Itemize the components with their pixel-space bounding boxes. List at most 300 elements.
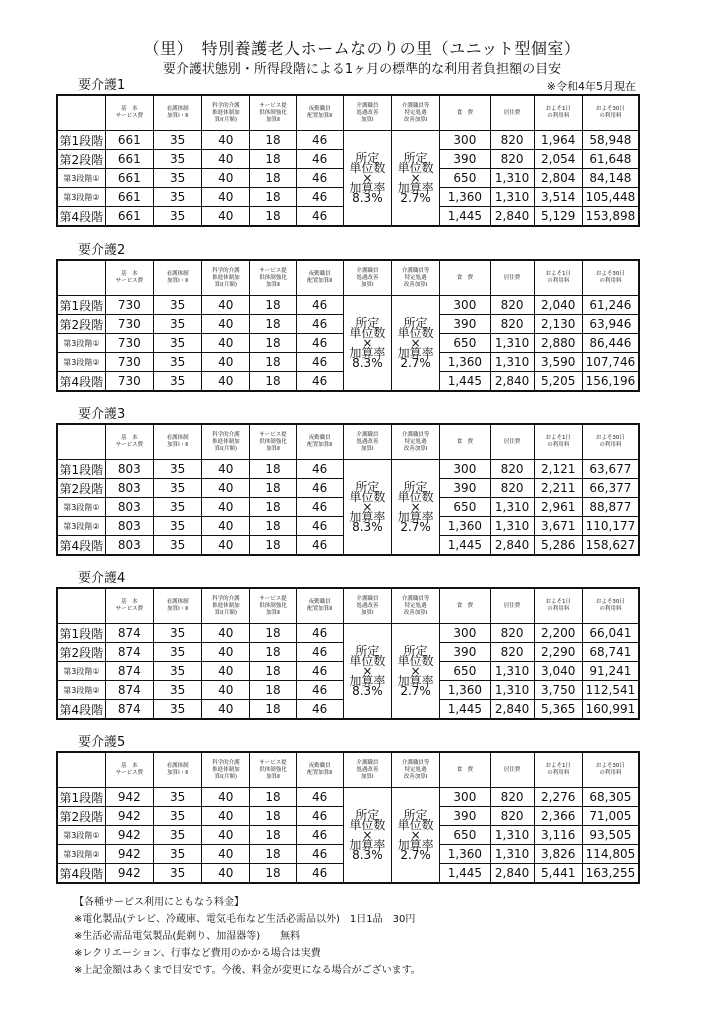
cell-food: 1,360 [440, 517, 490, 536]
column-header: 食 費 [440, 260, 490, 296]
cell-service: 18 [250, 662, 296, 681]
cell-service: 18 [250, 296, 296, 315]
table-header-row [57, 424, 639, 460]
cell-service: 18 [250, 517, 296, 536]
cell-food: 300 [440, 296, 490, 315]
income-stage-label: 第2段階 [57, 150, 105, 169]
cell-night: 46 [296, 681, 343, 700]
cell-base: 730 [105, 315, 153, 334]
cell-base: 730 [105, 353, 153, 372]
column-header: 基 本 サービス費 [105, 424, 153, 460]
cell-night: 46 [296, 536, 343, 556]
cell-service: 18 [250, 498, 296, 517]
cell-base: 661 [105, 150, 153, 169]
cell-nurse: 35 [153, 624, 201, 643]
cell-science: 40 [202, 681, 250, 700]
cell-stay: 820 [490, 460, 534, 479]
cell-stay: 1,310 [490, 353, 534, 372]
cell-base: 730 [105, 334, 153, 353]
column-header: 食 費 [440, 95, 490, 131]
income-stage-label: 第3段階① [57, 169, 105, 188]
cell-day: 2,040 [534, 296, 582, 315]
column-header [57, 260, 105, 296]
as-of-date: ※令和4年5月現在 [546, 80, 636, 93]
cell-night: 46 [296, 296, 343, 315]
cell-science: 40 [202, 662, 250, 681]
cell-day: 3,671 [534, 517, 582, 536]
cell-service: 18 [250, 188, 296, 207]
cell-nurse: 35 [153, 536, 201, 556]
cell-month: 71,005 [582, 807, 639, 826]
cell-night: 46 [296, 662, 343, 681]
column-header: 食 費 [440, 588, 490, 624]
income-stage-label: 第1段階 [57, 460, 105, 479]
cell-base: 803 [105, 460, 153, 479]
table-header-row [57, 588, 639, 624]
cell-month: 88,877 [582, 498, 639, 517]
cell-service: 18 [250, 169, 296, 188]
cell-science: 40 [202, 788, 250, 807]
cell-base: 874 [105, 643, 153, 662]
cell-base: 661 [105, 188, 153, 207]
cell-base: 874 [105, 662, 153, 681]
cell-month: 86,446 [582, 334, 639, 353]
cell-stay: 1,310 [490, 334, 534, 353]
cell-service: 18 [250, 460, 296, 479]
cell-month: 156,196 [582, 372, 639, 392]
cell-service: 18 [250, 353, 296, 372]
income-stage-label: 第3段階② [57, 517, 105, 536]
cell-science: 40 [202, 807, 250, 826]
cell-service: 18 [250, 807, 296, 826]
table-row [57, 296, 639, 315]
cell-science: 40 [202, 624, 250, 643]
cell-science: 40 [202, 845, 250, 864]
cell-food: 650 [440, 826, 490, 845]
cell-stay: 2,840 [490, 864, 534, 884]
cell-nurse: 35 [153, 498, 201, 517]
column-header: 居住費 [490, 260, 534, 296]
table-row [57, 131, 639, 150]
cell-service: 18 [250, 681, 296, 700]
cell-stay: 2,840 [490, 207, 534, 227]
merged-rate-cell-shogu: 所定 単位数 × 加算率 8.3% [343, 131, 391, 227]
cell-food: 300 [440, 788, 490, 807]
income-stage-label: 第1段階 [57, 788, 105, 807]
cell-day: 2,290 [534, 643, 582, 662]
cell-night: 46 [296, 479, 343, 498]
income-stage-label: 第1段階 [57, 296, 105, 315]
column-header [57, 752, 105, 788]
cell-food: 300 [440, 131, 490, 150]
cell-service: 18 [250, 315, 296, 334]
cell-base: 803 [105, 498, 153, 517]
cell-science: 40 [202, 334, 250, 353]
cell-day: 2,054 [534, 150, 582, 169]
cell-service: 18 [250, 131, 296, 150]
column-header: 介護職員等 特定処遇 改善加算Ⅰ [391, 752, 439, 788]
column-header: サービス提 供体制強化 加算Ⅱ [250, 588, 296, 624]
cell-science: 40 [202, 372, 250, 392]
cell-nurse: 35 [153, 662, 201, 681]
cell-science: 40 [202, 188, 250, 207]
care-level-section [56, 243, 640, 392]
income-stage-label: 第2段階 [57, 807, 105, 826]
income-stage-label: 第2段階 [57, 315, 105, 334]
cell-day: 1,964 [534, 131, 582, 150]
cell-night: 46 [296, 845, 343, 864]
column-header: 基 本 サービス費 [105, 260, 153, 296]
cell-food: 300 [440, 624, 490, 643]
cell-nurse: 35 [153, 207, 201, 227]
cell-stay: 1,310 [490, 188, 534, 207]
cell-food: 1,360 [440, 681, 490, 700]
column-header: およそ1日 の利用料 [534, 424, 582, 460]
cell-night: 46 [296, 460, 343, 479]
care-level-section [56, 407, 640, 556]
cell-month: 68,305 [582, 788, 639, 807]
section-label: 要介護1 [78, 78, 126, 93]
cell-night: 46 [296, 517, 343, 536]
cell-day: 5,286 [534, 536, 582, 556]
cell-food: 650 [440, 169, 490, 188]
cell-month: 93,505 [582, 826, 639, 845]
column-header: 居住費 [490, 424, 534, 460]
cell-night: 46 [296, 643, 343, 662]
cell-day: 2,366 [534, 807, 582, 826]
cell-night: 46 [296, 334, 343, 353]
note-line: ※電化製品(テレビ、冷蔵庫、電気毛布など生活必需品以外) 1日1品 30円 [74, 914, 416, 925]
cell-month: 160,991 [582, 700, 639, 720]
column-header: およそ1日 の利用料 [534, 752, 582, 788]
cell-month: 61,648 [582, 150, 639, 169]
income-stage-label: 第3段階① [57, 498, 105, 517]
cell-month: 163,255 [582, 864, 639, 884]
income-stage-label: 第1段階 [57, 131, 105, 150]
care-level-section [56, 735, 640, 884]
cell-base: 874 [105, 624, 153, 643]
column-header: 夜勤職員 配置加算Ⅱ [296, 588, 343, 624]
cell-stay: 820 [490, 150, 534, 169]
column-header: 夜勤職員 配置加算Ⅱ [296, 260, 343, 296]
cell-night: 46 [296, 807, 343, 826]
column-header: およそ30日 の利用料 [582, 588, 639, 624]
cell-stay: 1,310 [490, 681, 534, 700]
cell-night: 46 [296, 188, 343, 207]
cell-science: 40 [202, 517, 250, 536]
cell-food: 650 [440, 662, 490, 681]
merged-rate-cell-shogu: 所定 単位数 × 加算率 8.3% [343, 460, 391, 556]
cell-day: 2,121 [534, 460, 582, 479]
cell-base: 942 [105, 788, 153, 807]
column-header: サービス提 供体制強化 加算Ⅱ [250, 260, 296, 296]
cell-service: 18 [250, 788, 296, 807]
cell-night: 46 [296, 315, 343, 334]
cell-nurse: 35 [153, 315, 201, 334]
cell-night: 46 [296, 624, 343, 643]
column-header: およそ30日 の利用料 [582, 752, 639, 788]
cell-month: 158,627 [582, 536, 639, 556]
cell-night: 46 [296, 169, 343, 188]
column-header: 介護職員 処遇改善 加算Ⅰ [343, 95, 391, 131]
cell-stay: 2,840 [490, 700, 534, 720]
column-header: およそ30日 の利用料 [582, 424, 639, 460]
cell-food: 390 [440, 479, 490, 498]
cell-food: 650 [440, 334, 490, 353]
fee-table [56, 94, 640, 227]
cell-stay: 820 [490, 624, 534, 643]
income-stage-label: 第2段階 [57, 479, 105, 498]
cell-food: 390 [440, 315, 490, 334]
income-stage-label: 第4段階 [57, 700, 105, 720]
cell-month: 112,541 [582, 681, 639, 700]
column-header: サービス提 供体制強化 加算Ⅱ [250, 752, 296, 788]
cell-service: 18 [250, 826, 296, 845]
cell-month: 68,741 [582, 643, 639, 662]
cell-food: 390 [440, 643, 490, 662]
income-stage-label: 第3段階② [57, 188, 105, 207]
note-line: 【各種サービス利用にともなう料金】 [74, 897, 244, 908]
cell-food: 1,445 [440, 372, 490, 392]
column-header: 基 本 サービス費 [105, 752, 153, 788]
column-header: およそ30日 の利用料 [582, 260, 639, 296]
cell-service: 18 [250, 643, 296, 662]
cell-base: 803 [105, 517, 153, 536]
cell-nurse: 35 [153, 643, 201, 662]
column-header: 科学的介護 推進体制加 算Ⅰ(月額) [202, 95, 250, 131]
merged-rate-cell-tokutei: 所定 単位数 × 加算率 2.7% [391, 788, 439, 884]
cell-science: 40 [202, 498, 250, 517]
cell-day: 2,130 [534, 315, 582, 334]
cell-service: 18 [250, 207, 296, 227]
cell-base: 803 [105, 536, 153, 556]
column-header: 介護職員等 特定処遇 改善加算Ⅰ [391, 260, 439, 296]
cell-base: 874 [105, 700, 153, 720]
column-header: 居住費 [490, 752, 534, 788]
cell-science: 40 [202, 353, 250, 372]
cell-stay: 820 [490, 479, 534, 498]
income-stage-label: 第1段階 [57, 624, 105, 643]
cell-month: 66,377 [582, 479, 639, 498]
cell-month: 114,805 [582, 845, 639, 864]
column-header: 看護体制 加算Ⅰ・Ⅱ [153, 95, 201, 131]
cell-nurse: 35 [153, 788, 201, 807]
column-header: サービス提 供体制強化 加算Ⅱ [250, 424, 296, 460]
note-line: ※上記金額はあくまで目安です。今後、料金が変更になる場合がございます。 [74, 965, 421, 976]
merged-rate-cell-shogu: 所定 単位数 × 加算率 8.3% [343, 624, 391, 720]
cell-science: 40 [202, 460, 250, 479]
cell-night: 46 [296, 150, 343, 169]
cell-nurse: 35 [153, 864, 201, 884]
column-header: 居住費 [490, 95, 534, 131]
column-header: 基 本 サービス費 [105, 588, 153, 624]
cell-month: 153,898 [582, 207, 639, 227]
cell-base: 661 [105, 169, 153, 188]
cell-night: 46 [296, 498, 343, 517]
table-row [57, 460, 639, 479]
cell-month: 61,246 [582, 296, 639, 315]
cell-month: 107,746 [582, 353, 639, 372]
cell-service: 18 [250, 150, 296, 169]
cell-nurse: 35 [153, 681, 201, 700]
cell-day: 3,826 [534, 845, 582, 864]
cell-science: 40 [202, 296, 250, 315]
cell-stay: 1,310 [490, 517, 534, 536]
column-header: 夜勤職員 配置加算Ⅱ [296, 95, 343, 131]
cell-day: 3,040 [534, 662, 582, 681]
cell-food: 300 [440, 460, 490, 479]
table-header-row [57, 260, 639, 296]
cell-food: 650 [440, 498, 490, 517]
column-header: およそ1日 の利用料 [534, 588, 582, 624]
merged-rate-cell-shogu: 所定 単位数 × 加算率 8.3% [343, 296, 391, 392]
income-stage-label: 第4段階 [57, 207, 105, 227]
cell-service: 18 [250, 864, 296, 884]
column-header: およそ1日 の利用料 [534, 95, 582, 131]
cell-night: 46 [296, 131, 343, 150]
cell-nurse: 35 [153, 131, 201, 150]
cell-stay: 820 [490, 788, 534, 807]
table-header-row [57, 752, 639, 788]
cell-night: 46 [296, 353, 343, 372]
cell-service: 18 [250, 372, 296, 392]
cell-stay: 820 [490, 643, 534, 662]
cell-month: 58,948 [582, 131, 639, 150]
cell-base: 942 [105, 864, 153, 884]
cell-day: 2,880 [534, 334, 582, 353]
cell-food: 1,445 [440, 864, 490, 884]
cell-month: 63,677 [582, 460, 639, 479]
cell-nurse: 35 [153, 334, 201, 353]
cell-nurse: 35 [153, 845, 201, 864]
section-label: 要介護2 [78, 243, 126, 258]
column-header: 看護体制 加算Ⅰ・Ⅱ [153, 752, 201, 788]
cell-day: 5,205 [534, 372, 582, 392]
cell-stay: 1,310 [490, 498, 534, 517]
merged-rate-cell-shogu: 所定 単位数 × 加算率 8.3% [343, 788, 391, 884]
column-header: 夜勤職員 配置加算Ⅱ [296, 424, 343, 460]
cell-service: 18 [250, 334, 296, 353]
income-stage-label: 第3段階① [57, 334, 105, 353]
income-stage-label: 第4段階 [57, 536, 105, 556]
cell-food: 1,445 [440, 536, 490, 556]
notes-block [74, 894, 421, 979]
cell-service: 18 [250, 845, 296, 864]
note-line: ※生活必需品電気製品(髭剃り、加湿器等) 無料 [74, 931, 301, 942]
column-header: 看護体制 加算Ⅰ・Ⅱ [153, 260, 201, 296]
cell-day: 3,590 [534, 353, 582, 372]
column-header: 看護体制 加算Ⅰ・Ⅱ [153, 588, 201, 624]
column-header [57, 588, 105, 624]
cell-day: 2,961 [534, 498, 582, 517]
cell-food: 1,360 [440, 188, 490, 207]
cell-nurse: 35 [153, 150, 201, 169]
cell-base: 730 [105, 372, 153, 392]
cell-nurse: 35 [153, 807, 201, 826]
income-stage-label: 第2段階 [57, 643, 105, 662]
cell-night: 46 [296, 788, 343, 807]
cell-nurse: 35 [153, 460, 201, 479]
cell-nurse: 35 [153, 517, 201, 536]
cell-day: 2,211 [534, 479, 582, 498]
page-subtitle: 要介護状態別・所得段階による1ヶ月の標準的な利用者負担額の目安 [162, 62, 562, 77]
note-line: ※レクリエーション、行事など費用のかかる場合は実費 [74, 948, 321, 959]
table-row [57, 624, 639, 643]
cell-science: 40 [202, 150, 250, 169]
section-label: 要介護5 [78, 735, 126, 750]
cell-day: 3,750 [534, 681, 582, 700]
income-stage-label: 第3段階② [57, 845, 105, 864]
care-level-section [56, 571, 640, 720]
cell-day: 3,514 [534, 188, 582, 207]
cell-month: 105,448 [582, 188, 639, 207]
cell-base: 942 [105, 807, 153, 826]
cell-stay: 820 [490, 807, 534, 826]
cell-service: 18 [250, 624, 296, 643]
cell-night: 46 [296, 207, 343, 227]
income-stage-label: 第3段階② [57, 681, 105, 700]
column-header: 基 本 サービス費 [105, 95, 153, 131]
column-header: 科学的介護 推進体制加 算Ⅰ(月額) [202, 588, 250, 624]
cell-day: 5,129 [534, 207, 582, 227]
column-header: 科学的介護 推進体制加 算Ⅰ(月額) [202, 424, 250, 460]
cell-food: 390 [440, 807, 490, 826]
cell-nurse: 35 [153, 826, 201, 845]
column-header [57, 95, 105, 131]
income-stage-label: 第4段階 [57, 864, 105, 884]
cell-nurse: 35 [153, 353, 201, 372]
column-header: 介護職員等 特定処遇 改善加算Ⅰ [391, 424, 439, 460]
fee-table [56, 751, 640, 884]
column-header: 科学的介護 推進体制加 算Ⅰ(月額) [202, 260, 250, 296]
column-header [57, 424, 105, 460]
cell-base: 874 [105, 681, 153, 700]
cell-stay: 820 [490, 296, 534, 315]
cell-service: 18 [250, 536, 296, 556]
fee-table [56, 587, 640, 720]
merged-rate-cell-tokutei: 所定 単位数 × 加算率 2.7% [391, 624, 439, 720]
cell-stay: 1,310 [490, 826, 534, 845]
cell-night: 46 [296, 826, 343, 845]
cell-night: 46 [296, 700, 343, 720]
cell-science: 40 [202, 131, 250, 150]
cell-stay: 2,840 [490, 372, 534, 392]
column-header: およそ1日 の利用料 [534, 260, 582, 296]
cell-day: 2,276 [534, 788, 582, 807]
column-header: 介護職員等 特定処遇 改善加算Ⅰ [391, 588, 439, 624]
table-header-row [57, 95, 639, 131]
cell-service: 18 [250, 700, 296, 720]
cell-food: 1,445 [440, 700, 490, 720]
section-label: 要介護3 [78, 407, 126, 422]
cell-science: 40 [202, 207, 250, 227]
cell-stay: 2,840 [490, 536, 534, 556]
column-header: 居住費 [490, 588, 534, 624]
merged-rate-cell-tokutei: 所定 単位数 × 加算率 2.7% [391, 131, 439, 227]
column-header: 看護体制 加算Ⅰ・Ⅱ [153, 424, 201, 460]
care-level-section [56, 78, 640, 227]
merged-rate-cell-tokutei: 所定 単位数 × 加算率 2.7% [391, 460, 439, 556]
cell-service: 18 [250, 479, 296, 498]
cell-science: 40 [202, 700, 250, 720]
income-stage-label: 第3段階① [57, 662, 105, 681]
cell-food: 1,445 [440, 207, 490, 227]
cell-science: 40 [202, 169, 250, 188]
cell-month: 91,241 [582, 662, 639, 681]
cell-science: 40 [202, 643, 250, 662]
cell-day: 2,804 [534, 169, 582, 188]
page-title: （里） 特別養護老人ホームなのりの里（ユニット型個室） [143, 39, 581, 58]
